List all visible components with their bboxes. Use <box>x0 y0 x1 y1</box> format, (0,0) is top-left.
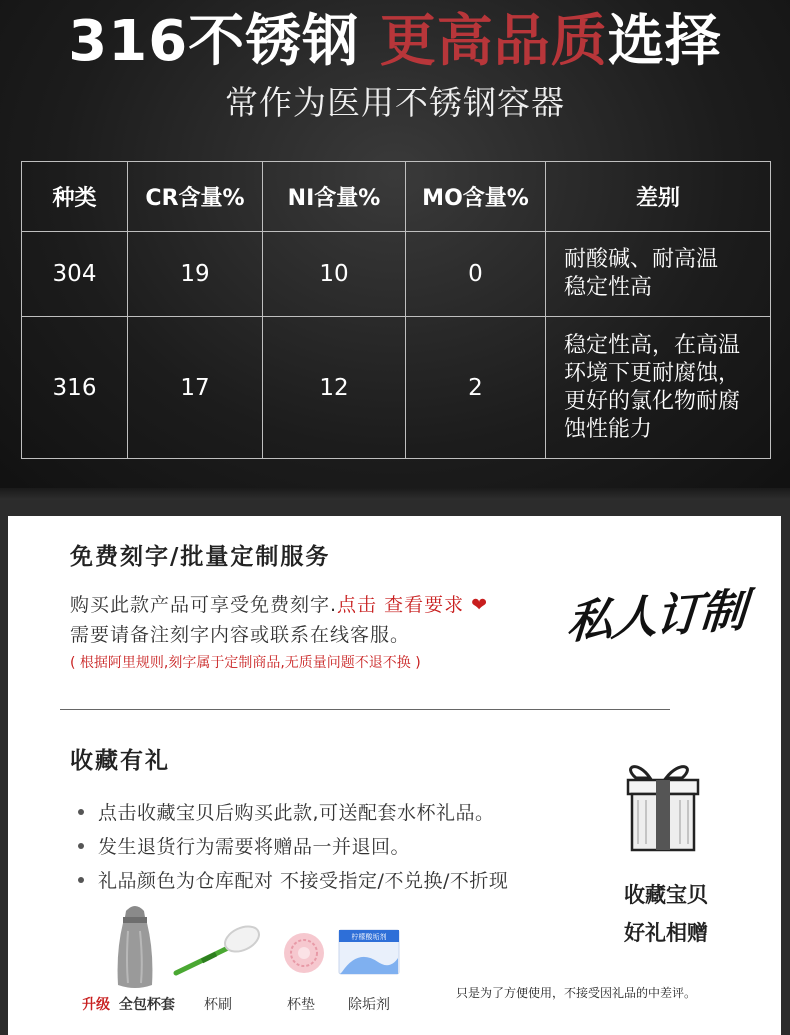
page-subtitle: 常作为医用不锈钢容器 <box>225 83 565 122</box>
view-requirements-link[interactable]: 点击 查看要求 <box>337 594 465 616</box>
gift-caption-line: 好礼相赠 <box>624 920 708 945</box>
calligraphy-text: 私人订制 <box>565 582 747 650</box>
engraving-line-2: 需要请备注刻字内容或联系在线客服。 <box>70 624 411 646</box>
service-panel <box>8 516 781 1035</box>
table-row <box>22 317 771 459</box>
title-highlight: 更高品质 <box>379 9 608 74</box>
table-header-row <box>22 162 771 232</box>
title-main: 316不锈钢 <box>68 9 360 74</box>
cell-ni: 10 <box>263 232 406 317</box>
title-end: 选择 <box>607 9 722 74</box>
header-mo: MO含量% <box>406 162 546 232</box>
cell-cr: 19 <box>128 232 263 317</box>
descaler-pack-text: 柠檬酸垢剂 <box>351 933 387 941</box>
divider <box>60 709 670 710</box>
cell-diff <box>546 232 771 317</box>
engraving-line-1 <box>70 590 488 617</box>
disclaimer: 只是为了方便使用，不接受因礼品的中差评。 <box>456 986 697 1000</box>
section-divider-band <box>0 488 790 500</box>
list-item <box>78 798 495 825</box>
bullet-text: 点击收藏宝贝后购买此款,可送配套水杯礼品。 <box>98 802 495 824</box>
bag-label-text: 全包杯套 <box>118 997 175 1013</box>
diff-line: 环境下更耐腐蚀， <box>564 360 741 386</box>
cell-type: 304 <box>22 232 128 317</box>
cup-brush-image <box>172 921 262 977</box>
cell-diff <box>546 317 771 459</box>
table-row <box>22 232 771 317</box>
cup-sleeve-bag-image <box>112 901 158 991</box>
engraving-note: ( 根据阿里规则,刻字属于定制商品,无质量问题不退不换 ) <box>70 655 421 671</box>
diff-line: 稳定性高，在高温 <box>564 332 741 358</box>
header-ni: NI含量% <box>263 162 406 232</box>
page-title <box>0 8 790 76</box>
diff-line: 耐酸碱、耐高温 <box>564 247 719 272</box>
engraving-heading: 免费刻字/批量定制服务 <box>70 544 331 570</box>
diff-line: 蚀性能力 <box>564 416 653 442</box>
bag-label <box>82 994 175 1014</box>
bullet-icon <box>78 809 84 815</box>
upgrade-badge: 升级 <box>82 997 110 1013</box>
custom-calligraphy-logo <box>565 580 758 650</box>
cell-cr: 17 <box>128 317 263 459</box>
bullet-text: 礼品颜色为仓库配对 不接受指定/不兑换/不折现 <box>98 870 509 892</box>
gift-caption-line: 收藏宝贝 <box>624 882 708 907</box>
header-cr: CR含量% <box>128 162 263 232</box>
brush-label: 杯刷 <box>204 997 232 1013</box>
cell-mo: 2 <box>406 317 546 459</box>
engraving-text: 购买此款产品可享受免费刻字. <box>70 594 338 616</box>
bullet-icon <box>78 877 84 883</box>
gift-caption <box>606 876 726 952</box>
cell-type: 316 <box>22 317 128 459</box>
heart-icon: ❤ <box>471 594 489 616</box>
list-item <box>78 866 508 893</box>
descaler-pack-image <box>338 928 400 976</box>
descaler-label: 除垢剂 <box>348 997 390 1013</box>
diff-line: 稳定性高 <box>564 275 653 300</box>
favorite-heading: 收藏有礼 <box>70 748 170 774</box>
pad-label: 杯垫 <box>287 997 315 1013</box>
diff-line: 更好的氯化物耐腐 <box>564 388 741 414</box>
bullet-icon <box>78 843 84 849</box>
list-item <box>78 832 410 859</box>
header-type: 种类 <box>22 162 128 232</box>
steel-spec-table <box>21 161 771 459</box>
bullet-text: 发生退货行为需要将赠品一并退回。 <box>98 836 411 858</box>
gift-box-icon <box>608 756 718 856</box>
header-diff: 差别 <box>546 162 771 232</box>
cell-mo: 0 <box>406 232 546 317</box>
cup-pad-image <box>282 931 326 975</box>
cell-ni: 12 <box>263 317 406 459</box>
